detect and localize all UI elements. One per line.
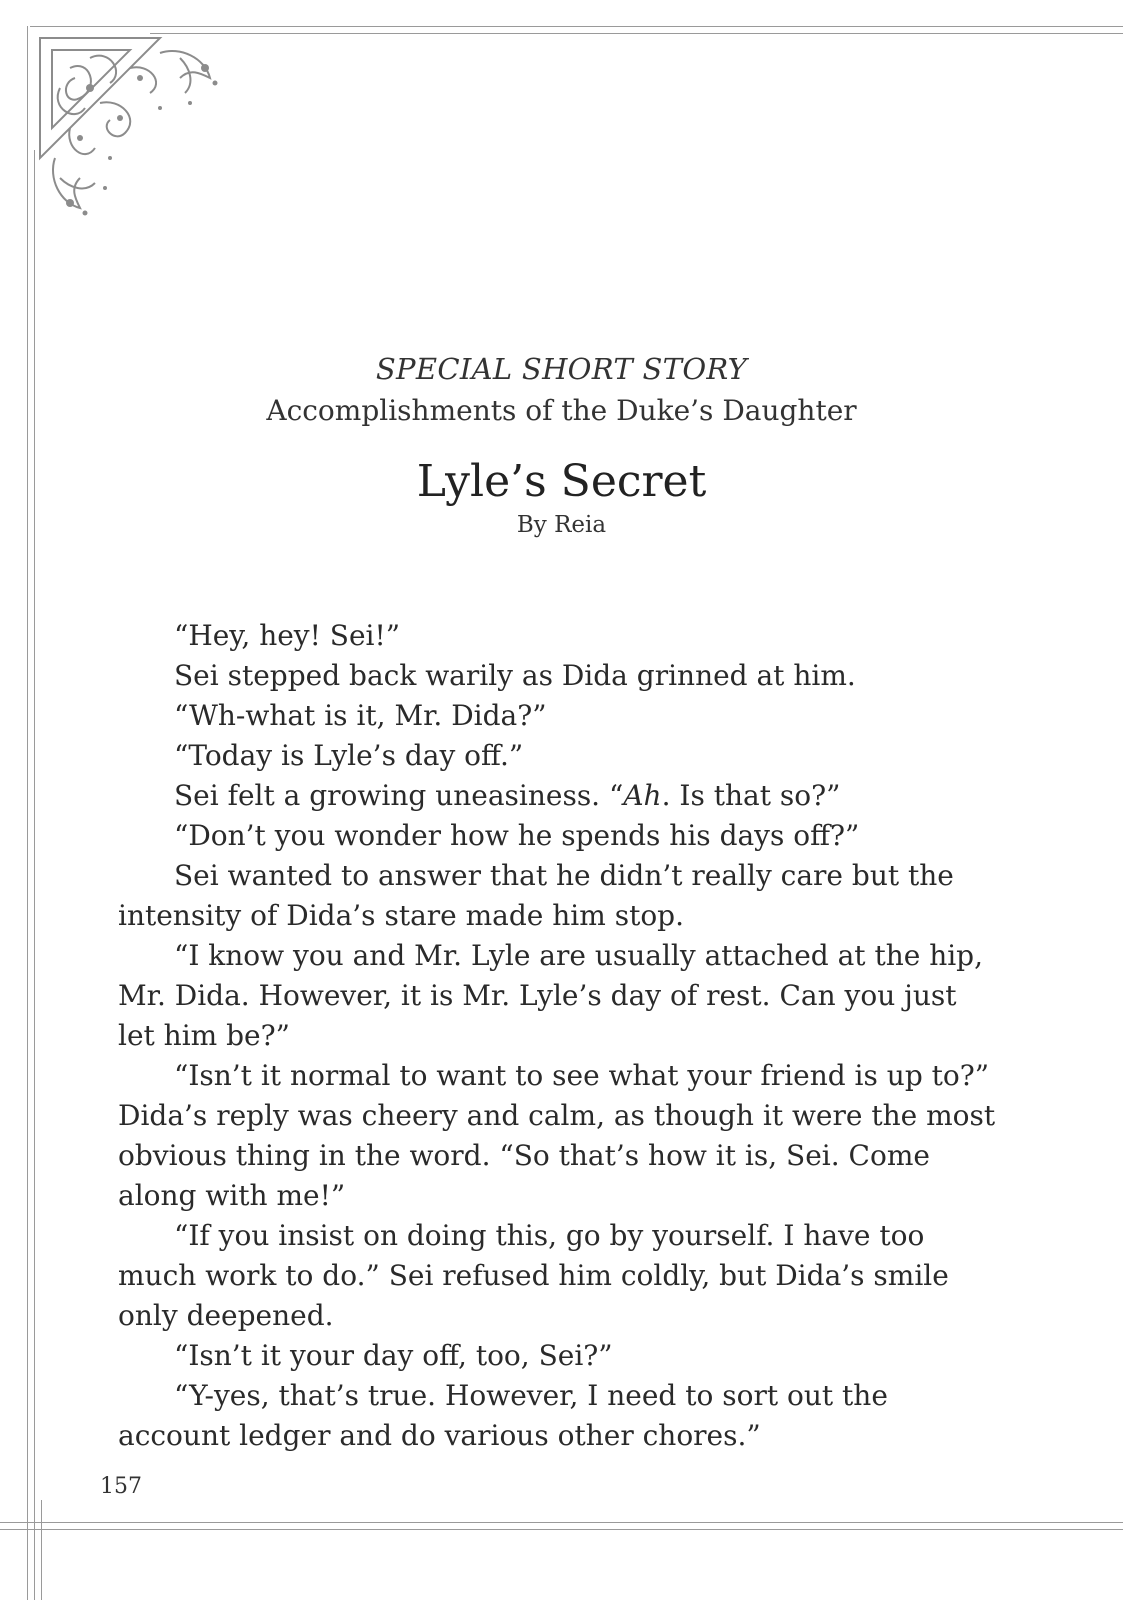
paragraph-line: “Y-yes, that’s true. However, I need to sort out the [174,1379,888,1412]
paragraph-line: along with me!” [118,1179,346,1212]
frame-bottom-inner [0,1529,1123,1530]
paragraph-line: “If you insist on doing this, go by yourself. I have too [174,1219,925,1252]
frame-bottom-outer [0,1522,1123,1523]
paragraph-line: Sei wanted to answer that he didn’t really care but the [174,859,954,892]
paragraph-line: Dida’s reply was cheery and calm, as though it were the most [118,1099,996,1132]
story-kicker: SPECIAL SHORT STORY [375,352,748,386]
frame-top-inner [150,33,1123,34]
paragraph-line: much work to do.” Sei refused him coldly, but Dida’s smile [118,1259,949,1292]
paragraph-line: intensity of Dida’s stare made him stop. [118,899,685,932]
corner-ornament-icon [30,28,230,228]
paragraph-line [118,776,998,816]
paragraph-line: let him be?” [118,1019,290,1052]
line-segment: . Is that so?” [661,779,841,812]
paragraph-line: obvious thing in the word. “So that’s how it is, Sei. Come [118,1139,930,1172]
series-title: Accomplishments of the Duke’s Daughter [266,394,857,427]
paragraph-line: “Wh-what is it, Mr. Dida?” [174,699,547,732]
paragraph-line: only deepened. [118,1299,334,1332]
frame-left-inner2 [41,1500,42,1600]
paragraph-line: Sei stepped back warily as Dida grinned at him. [174,659,856,692]
paragraph-line: “Isn’t it your day off, too, Sei?” [174,1339,613,1372]
frame-top-outer [30,26,1123,27]
emphasis-text: Ah [623,779,662,812]
byline: By Reia [516,512,607,538]
paragraph-line: “Don’t you wonder how he spends his days off?” [174,819,860,852]
paragraph-line: “I know you and Mr. Lyle are usually attached at the hip, [174,939,984,972]
paragraph-line: “Today is Lyle’s day off.” [174,739,524,772]
paragraph-line: account ledger and do various other chores.” [118,1419,761,1452]
story-body [118,616,998,1456]
paragraph-line: “Isn’t it normal to want to see what your friend is up to?” [174,1059,990,1092]
page-number: 157 [100,1474,142,1499]
line-segment: Sei felt a growing uneasiness. “ [174,779,624,812]
paragraph-line: Mr. Dida. However, it is Mr. Lyle’s day of rest. Can you just [118,979,957,1012]
paragraph-line: “Hey, hey! Sei!” [174,619,401,652]
frame-left-outer [27,26,28,1600]
page-title: Lyle’s Secret [416,456,707,507]
